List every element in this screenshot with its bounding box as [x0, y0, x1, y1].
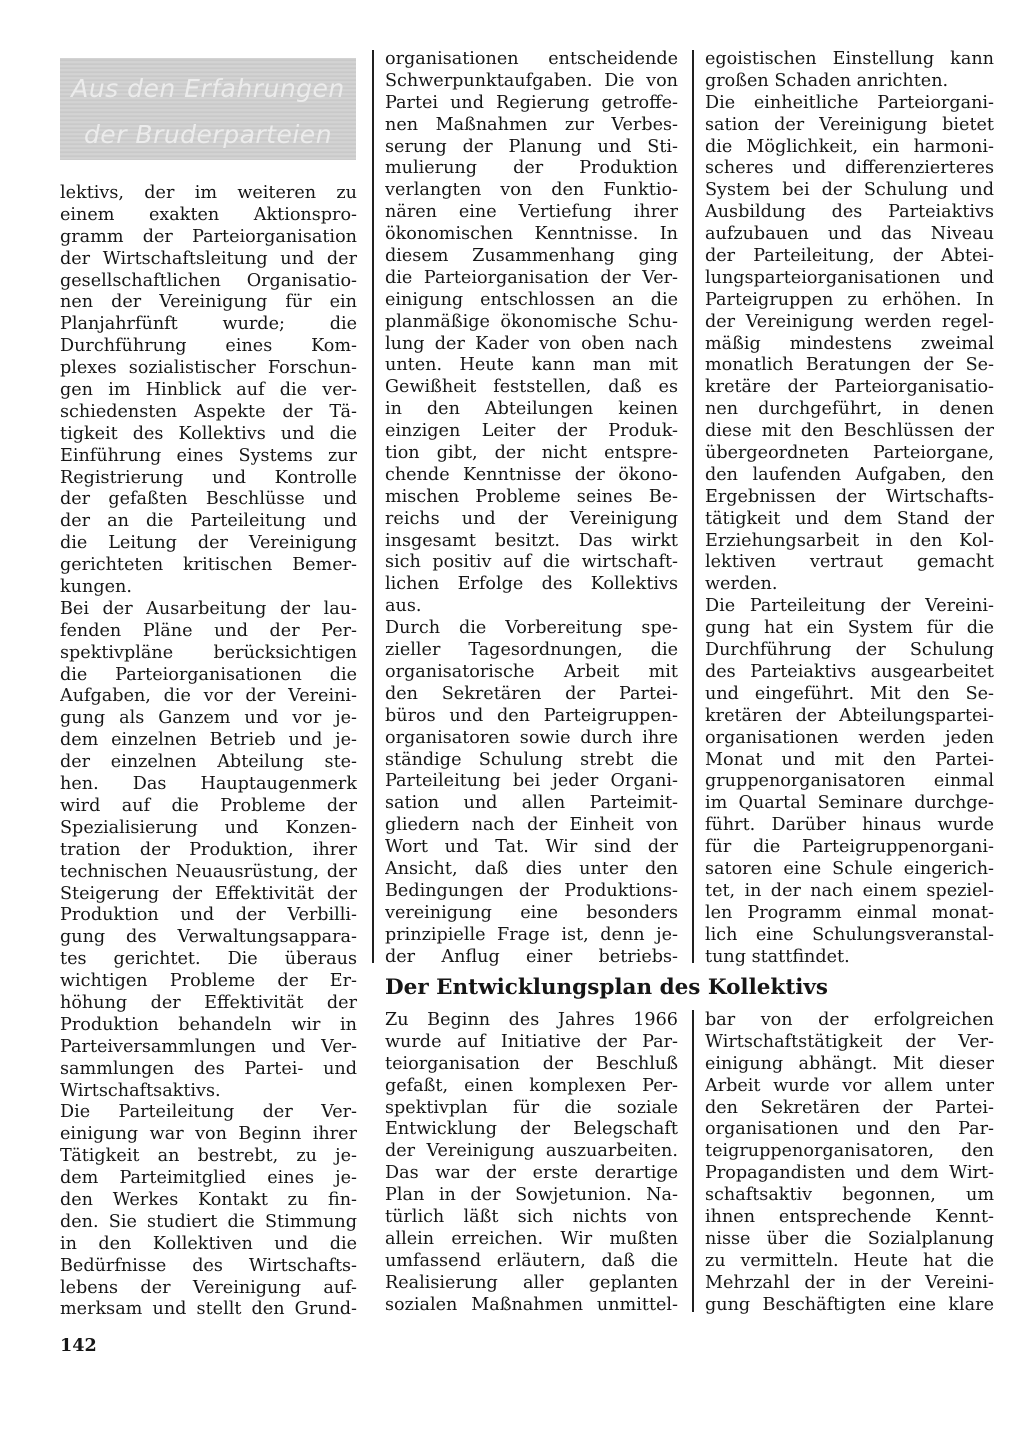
text-column-2 — [385, 49, 678, 968]
section-banner — [60, 58, 356, 160]
text-line: zieller Tagesordnungen, die — [385, 640, 678, 661]
banner-title-line-2: der Bruderparteien — [83, 120, 333, 149]
column-divider-1 — [372, 50, 374, 963]
text-line: Das war der erste derartige — [385, 1163, 678, 1184]
text-line: scheres und differenzierteres — [705, 158, 994, 179]
text-line: serung der Planung und Sti- — [385, 136, 678, 157]
text-line: Registrierung und Kontrolle — [60, 467, 357, 488]
text-line: lungsparteiorganisationen und — [705, 267, 994, 288]
text-line: lich eine Schulungsveranstal- — [705, 924, 994, 945]
text-line: einigung abhängt. Mit dieser — [705, 1053, 994, 1074]
text-line: Produktion und der Verbilli- — [60, 905, 357, 926]
text-line: Wirtschaftsaktivs. — [60, 1080, 221, 1101]
text-line: aus. — [385, 596, 422, 617]
text-line: Wirtschaftstätigkeit der Ver- — [705, 1031, 994, 1052]
text-line: sation der Vereinigung bietet — [705, 114, 994, 135]
text-line: Tätigkeit an bestrebt, zu je- — [60, 1146, 357, 1167]
text-line: nisse über die Sozialplanung — [705, 1228, 994, 1249]
text-line: gung hat ein System für die — [705, 618, 994, 639]
text-column-5 — [705, 1010, 994, 1316]
text-line: den Werkes Kontakt zu fin- — [60, 1189, 357, 1210]
text-line: schiedensten Aspekte der Tä- — [60, 401, 357, 422]
text-line: nen Maßnahmen zur Verbes- — [385, 114, 678, 135]
text-line: der Vereinigung auszuarbeiten. — [385, 1141, 678, 1162]
text-line: Parteileitung bei jeder Organi- — [385, 771, 678, 792]
text-line: Durchführung der Schulung — [705, 640, 994, 661]
text-line: Ausbildung des Parteiaktivs — [705, 202, 994, 223]
text-line: Bedingungen der Produktions- — [385, 880, 678, 901]
text-line: hen. Das Hauptaugenmerk — [60, 774, 357, 795]
text-line: gruppenorganisatoren einmal — [705, 771, 994, 792]
text-line: spektivpläne berücksichtigen — [60, 642, 357, 663]
text-line: chende Kenntnisse der ökono- — [385, 464, 678, 485]
text-line: Spezialisierung und Konzen- — [60, 817, 357, 838]
text-line: insgesamt besitzt. Das wirkt — [385, 530, 678, 551]
section-heading: Der Entwicklungsplan des Kollektivs — [385, 975, 829, 1000]
banner-title-line-1: Aus den Erfahrungen — [71, 74, 345, 103]
text-line: sammlungen des Partei- und — [60, 1058, 357, 1079]
text-line: lektiven vertraut gemacht — [705, 552, 994, 573]
text-line: satoren eine Schule eingerich- — [705, 858, 994, 879]
text-line: Mehrzahl der in der Vereini- — [705, 1272, 994, 1293]
text-line: diese mit den Beschlüssen der — [705, 421, 994, 442]
column-divider-3 — [692, 1010, 694, 1312]
text-line: kungen. — [60, 577, 132, 598]
text-line: Wort und Tat. Wir sind der — [385, 837, 678, 858]
text-line: mischen Probleme seines Be- — [385, 486, 678, 507]
text-line: gen im Hinblick auf die ver- — [60, 380, 357, 401]
page-number: 142 — [60, 1335, 97, 1356]
text-line: im Quartal Seminare durchge- — [705, 793, 994, 814]
text-line: Parteigruppen zu erhöhen. In — [705, 289, 994, 310]
text-line: monatlich Beratungen der Se- — [705, 355, 994, 376]
text-line: gramm der Parteiorganisation — [60, 226, 357, 247]
text-line: prinzipielle Frage ist, denn je- — [385, 924, 678, 945]
text-line: Steigerung der Effektivität der — [60, 883, 357, 904]
column-divider-2 — [692, 50, 694, 963]
text-line: einigung war von Beginn ihrer — [60, 1124, 357, 1145]
text-line: höhung der Effektivität der — [60, 992, 357, 1013]
text-line: gefaßt, einen komplexen Per- — [385, 1075, 678, 1096]
text-line: egoistischen Einstellung kann — [705, 49, 994, 69]
text-line: der gefaßten Beschlüsse und — [60, 489, 357, 510]
text-line: Zu Beginn des Jahres 1966 — [385, 1010, 678, 1030]
text-line: lichen Erfolge des Kollektivs — [385, 574, 678, 595]
text-line: büros und den Parteigruppen- — [385, 705, 678, 726]
text-line: Entwicklung der Belegschaft — [385, 1119, 678, 1140]
text-line: Bei der Ausarbeitung der lau- — [60, 598, 357, 619]
text-line: dem Parteimitglied eines je- — [60, 1168, 357, 1189]
text-line: türlich läßt sich nichts von — [385, 1207, 678, 1228]
text-line: die Leitung der Vereinigung — [60, 533, 357, 554]
text-line: Aufgaben, die vor der Vereini- — [60, 686, 357, 707]
text-line: lebens der Vereinigung auf- — [60, 1277, 357, 1298]
text-line: Produktion behandeln wir in — [60, 1014, 357, 1035]
text-line: den laufenden Aufgaben, den — [705, 464, 994, 485]
text-line: tätigkeit und dem Stand der — [705, 508, 994, 529]
text-line: werden. — [705, 574, 778, 595]
text-line: Monat und mit den Partei- — [705, 749, 994, 770]
text-line: ständige Schulung strebt die — [385, 749, 678, 770]
text-line: organisationen entscheidende — [385, 49, 678, 69]
text-line: Plan in der Sowjetunion. Na- — [385, 1185, 678, 1206]
text-line: wichtigen Probleme der Er- — [60, 971, 357, 992]
text-line: mulierung der Produktion — [385, 158, 678, 179]
text-line: Durch die Vorbereitung spe- — [385, 618, 678, 639]
text-line: nen der Vereinigung für ein — [60, 292, 357, 313]
text-line: organisatorische Arbeit mit — [385, 661, 678, 682]
text-line: reichs und der Vereinigung — [385, 508, 678, 529]
text-line: der an die Parteileitung und — [60, 511, 357, 532]
text-line: gesellschaftlichen Organisatio- — [60, 270, 357, 291]
text-line: teigruppenorganisatoren, den — [705, 1141, 994, 1162]
text-line: Ergebnissen der Wirtschafts- — [705, 486, 994, 507]
text-line: führt. Darüber hinaus wurde — [705, 815, 994, 836]
text-line: den Sekretären der Partei- — [385, 683, 678, 704]
text-line: der Wirtschaftsleitung und der — [60, 248, 357, 269]
text-line: Die Parteileitung der Vereini- — [705, 596, 994, 617]
text-line: Realisierung aller geplanten — [385, 1272, 678, 1293]
text-line: vereinigung eine besonders — [385, 902, 678, 923]
text-line: aufzubauen und das Niveau — [705, 224, 994, 245]
text-line: tet, in der nach einem speziel- — [705, 880, 994, 901]
text-line: der Anflug einer betriebs- — [385, 946, 678, 967]
text-line: diesem Zusammenhang ging — [385, 246, 678, 267]
text-line: gerichteten kritischen Bemer- — [60, 555, 357, 576]
text-line: lung der Kader von oben nach — [385, 333, 678, 354]
text-line: tes gerichtet. Die überaus — [60, 949, 357, 970]
text-line: kretären der Abteilungspartei- — [705, 705, 994, 726]
text-line: Erziehungsarbeit in den Kol- — [705, 530, 994, 551]
text-line: System bei der Schulung und — [705, 180, 994, 201]
text-line: nen durchgeführt, in denen — [705, 399, 994, 420]
text-line: wurde auf Initiative der Par- — [385, 1031, 678, 1052]
text-line: tigkeit des Kollektivs und die — [60, 423, 357, 444]
text-line: einigung entschlossen an die — [385, 289, 678, 310]
text-line: Schwerpunktaufgaben. Die von — [385, 70, 678, 91]
text-line: spektivplan für die soziale — [385, 1097, 678, 1118]
text-line: Planjahrfünft wurde; die — [60, 314, 357, 335]
text-line: Die einheitliche Parteiorgani- — [705, 92, 994, 113]
text-line: in den Abteilungen keinen — [385, 399, 678, 420]
text-line: des Parteiaktivs ausgearbeitet — [705, 661, 994, 682]
text-line: organisatoren sowie durch ihre — [385, 727, 678, 748]
text-line: unten. Heute kann man mit — [385, 355, 678, 376]
text-line: sich positiv auf die wirtschaft- — [385, 552, 678, 573]
text-line: Propagandisten und dem Wirt- — [705, 1163, 994, 1184]
text-line: lektivs, der im weiteren zu — [60, 183, 357, 203]
text-line: umfassend erläutern, daß die — [385, 1250, 678, 1271]
text-line: schaftsaktiv begonnen, um — [705, 1185, 994, 1206]
text-line: Parteiversammlungen und Ver- — [60, 1036, 357, 1057]
text-line: tration der Produktion, ihrer — [60, 839, 357, 860]
text-line: sozialen Maßnahmen unmittel- — [385, 1294, 678, 1315]
text-line: die Möglichkeit, ein harmoni- — [705, 136, 994, 157]
text-line: len Programm einmal monat- — [705, 902, 994, 923]
text-line: gung des Verwaltungsappara- — [60, 927, 357, 948]
text-line: organisationen werden jeden — [705, 727, 994, 748]
text-line: in den Kollektiven und die — [60, 1233, 357, 1254]
text-line: übergeordneten Parteiorgane, — [705, 443, 994, 464]
text-column-4 — [385, 1010, 678, 1316]
text-line: Die Parteileitung der Ver- — [60, 1102, 357, 1123]
text-line: der einzelnen Abteilung ste- — [60, 752, 357, 773]
text-line: einzigen Leiter der Produk- — [385, 421, 678, 442]
text-line: für die Parteigruppenorgani- — [705, 837, 994, 858]
text-line: die Parteiorganisation der Ver- — [385, 267, 678, 288]
text-line: organisationen und den Par- — [705, 1119, 994, 1140]
text-line: den Sekretären der Partei- — [705, 1097, 994, 1118]
text-line: merksam und stellt den Grund- — [60, 1299, 357, 1320]
text-line: ökonomischen Kenntnisse. In — [385, 224, 678, 245]
text-line: gliedern nach der Einheit von — [385, 815, 678, 836]
text-line: tion gibt, der nicht entspre- — [385, 443, 678, 464]
text-line: mäßig mindestens zweimal — [705, 333, 994, 354]
text-line: zu vermitteln. Heute hat die — [705, 1250, 994, 1271]
text-line: Arbeit wurde vor allem unter — [705, 1075, 994, 1096]
text-line: Einführung eines Systems zur — [60, 445, 357, 466]
text-line: allein erreichen. Wir mußten — [385, 1228, 678, 1249]
text-line: verlangten von den Funktio- — [385, 180, 678, 201]
text-line: bar von der erfolgreichen — [705, 1010, 994, 1030]
text-line: und eingeführt. Mit den Se- — [705, 683, 994, 704]
text-line: gung als Ganzem und vor je- — [60, 708, 357, 729]
text-line: kretäre der Parteiorganisatio- — [705, 377, 994, 398]
text-line: Partei und Regierung getroffe- — [385, 92, 678, 113]
text-line: tung stattfindet. — [705, 946, 850, 967]
text-line: den. Sie studiert die Stimmung — [60, 1211, 357, 1232]
text-line: Gewißheit feststellen, daß es — [385, 377, 678, 398]
text-line: technischen Neuausrüstung, der — [60, 861, 357, 882]
text-line: Bedürfnisse des Wirtschafts- — [60, 1255, 357, 1276]
text-line: gung Beschäftigten eine klare — [705, 1294, 994, 1315]
text-line: die Parteiorganisationen die — [60, 664, 357, 685]
text-line: Durchführung eines Kom- — [60, 336, 357, 357]
text-line: sation und allen Parteimit- — [385, 793, 678, 814]
text-line: dem einzelnen Betrieb und je- — [60, 730, 357, 751]
text-line: wird auf die Probleme der — [60, 795, 357, 816]
text-line: ihnen entsprechende Kennt- — [705, 1207, 994, 1228]
text-line: plexes sozialistischer Forschun- — [60, 358, 357, 379]
text-column-1 — [60, 183, 357, 1321]
text-column-3 — [705, 49, 994, 968]
text-line: Ansicht, daß dies unter den — [385, 858, 678, 879]
text-line: planmäßige ökonomische Schu- — [385, 311, 678, 332]
text-line: nären eine Vertiefung ihrer — [385, 202, 678, 223]
text-line: der Parteileitung, der Abtei- — [705, 246, 994, 267]
text-line: der Vereinigung werden regel- — [705, 311, 994, 332]
text-line: einem exakten Aktionspro- — [60, 204, 357, 225]
text-line: teiorganisation der Beschluß — [385, 1053, 678, 1074]
text-line: fenden Pläne und der Per- — [60, 620, 357, 641]
text-line: großen Schaden anrichten. — [705, 70, 949, 91]
